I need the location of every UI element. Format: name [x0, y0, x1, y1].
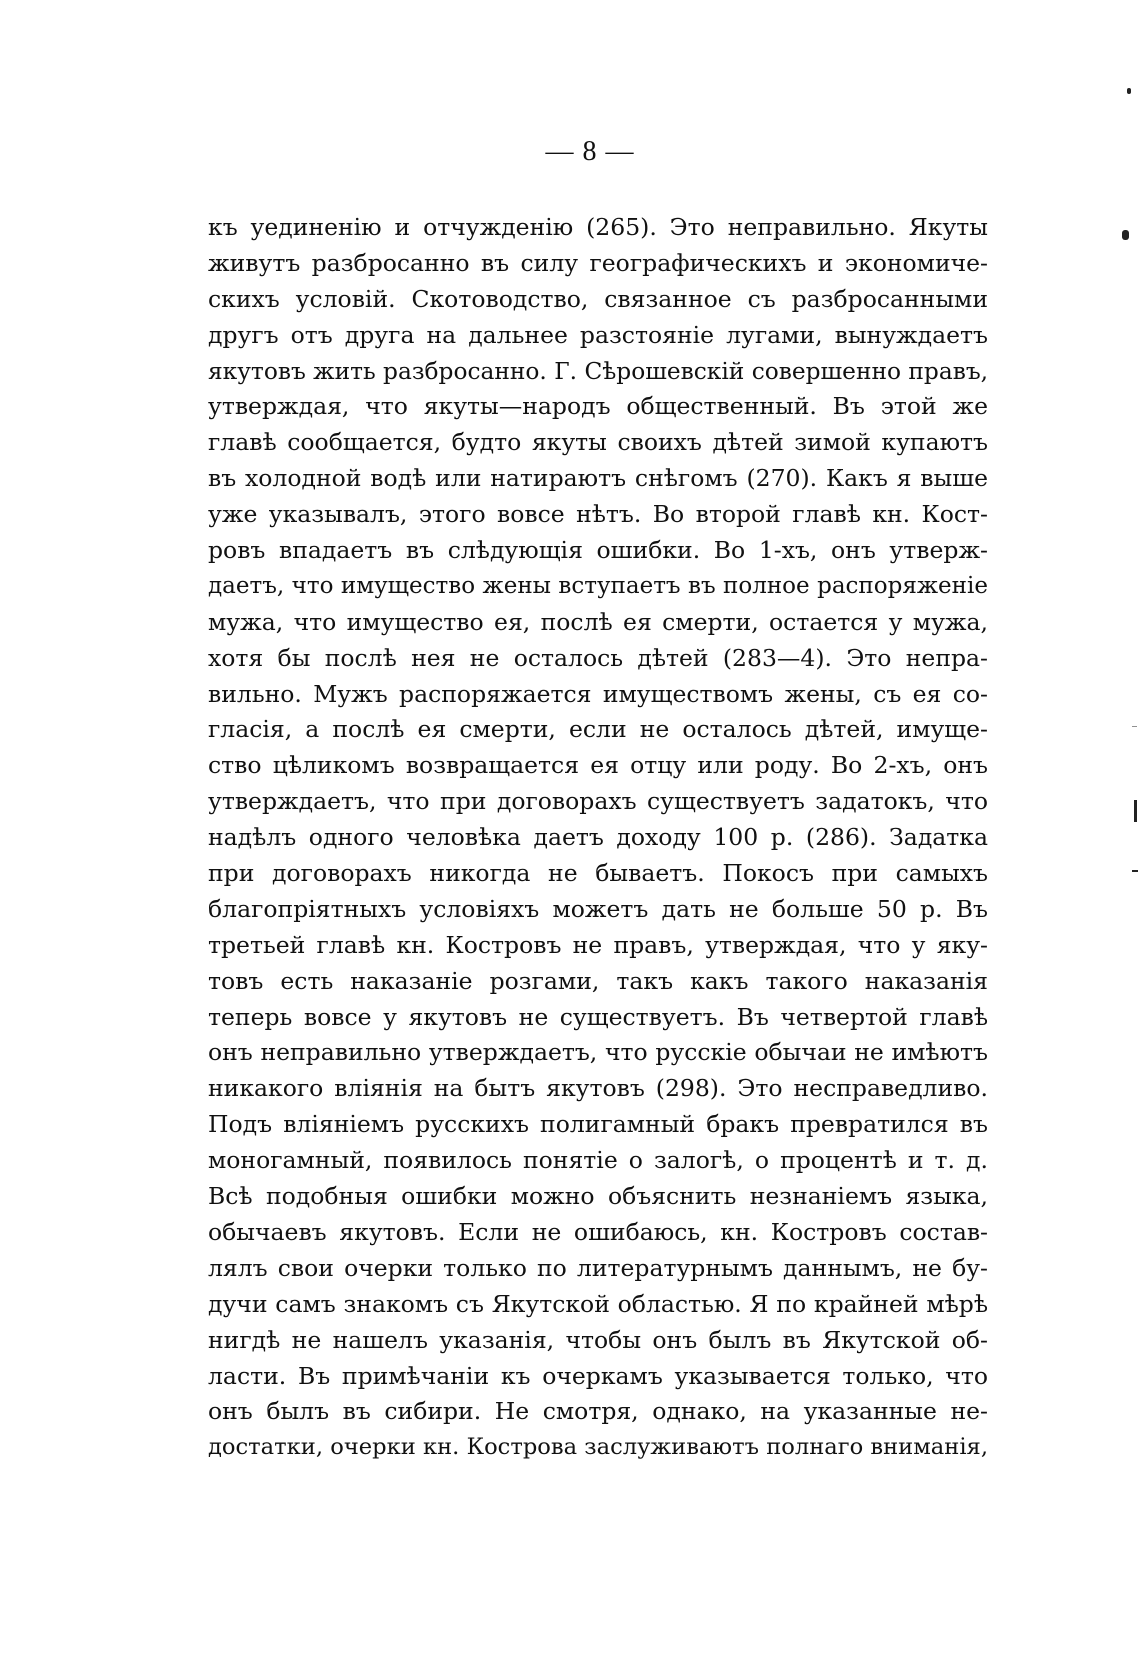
- text-line: моногамный, появилось понятіе о залогѣ, о процентѣ и т. д.: [208, 1146, 988, 1175]
- text-line: къ уединенію и отчужденію (265). Это неправильно. Якуты: [208, 213, 988, 241]
- text-line: онъ неправильно утверждаетъ, что русскіе обычаи не имѣютъ: [208, 1038, 988, 1067]
- text-line: благопріятныхъ условіяхъ можетъ дать не больше 50 р. Въ: [208, 894, 988, 923]
- text-line: скихъ условій. Скотоводство, связанное съ разбросанными: [208, 284, 988, 313]
- text-line: обычаевъ якутовъ. Если не ошибаюсь, кн. Костровъ состав-: [208, 1217, 988, 1246]
- text-line: Подъ вліяніемъ русскихъ полигамный бракъ превратился въ: [208, 1110, 988, 1139]
- text-line: утверждаетъ, что при договорахъ существуетъ задатокъ, что: [208, 787, 988, 816]
- text-line: мужа, что имущество ея, послѣ ея смерти, остается у мужа,: [208, 607, 988, 636]
- text-line: въ холодной водѣ или натираютъ снѣгомъ (270). Какъ я выше: [208, 464, 988, 493]
- text-line: живутъ разбросанно въ силу географическихъ и экономиче-: [208, 248, 988, 277]
- text-line: товъ есть наказаніе розгами, такъ какъ такого наказанія: [208, 966, 988, 995]
- text-line: утверждая, что якуты—народъ общественный. Въ этой же: [208, 392, 988, 421]
- body-text: [208, 210, 988, 1466]
- text-line: ровъ впадаетъ въ слѣдующія ошибки. Во 1-хъ, онъ утверж-: [208, 536, 988, 565]
- text-line: никакого вліянія на бытъ якутовъ (298). Это несправедливо.: [208, 1074, 988, 1103]
- text-line: ство цѣликомъ возвращается ея отцу или роду. Во 2-хъ, онъ: [208, 751, 988, 780]
- text-line: вильно. Мужъ распоряжается имуществомъ жены, съ ея со-: [208, 679, 988, 708]
- text-line: онъ былъ въ сибири. Не смотря, однако, на указанные не-: [208, 1397, 988, 1426]
- text-line: теперь вовсе у якутовъ не существуетъ. Въ четвертой главѣ: [208, 1002, 988, 1031]
- scan-speck: [1127, 88, 1131, 94]
- text-line: уже указывалъ, этого вовсе нѣтъ. Во второй главѣ кн. Кост-: [208, 500, 988, 529]
- text-line: якутовъ жить разбросанно. Г. Сѣрошевскій совершенно правъ,: [208, 357, 988, 385]
- text-line: лялъ свои очерки только по литературнымъ даннымъ, не бу-: [208, 1253, 988, 1282]
- text-line: другъ отъ друга на дальнее разстояніе лугами, вынуждаетъ: [208, 320, 988, 349]
- text-line: при договорахъ никогда не бываетъ. Покосъ при самыхъ: [208, 859, 988, 888]
- text-line: достатки, очерки кн. Кострова заслуживаютъ полнаго вниманія,: [208, 1434, 988, 1461]
- text-line: ласти. Въ примѣчаніи къ очеркамъ указывается только, что: [208, 1361, 988, 1390]
- text-line: главѣ сообщается, будто якуты своихъ дѣтей зимой купаютъ: [208, 428, 988, 457]
- text-line: нигдѣ не нашелъ указанія, чтобы онъ былъ въ Якутской об-: [208, 1325, 988, 1354]
- text-line: гласія, а послѣ ея смерти, если не осталось дѣтей, имуще-: [208, 715, 988, 744]
- text-line: хотя бы послѣ нея не осталось дѣтей (283—4). Это непра-: [208, 643, 988, 672]
- text-line: надѣлъ одного человѣка даетъ доходу 100 р. (286). Задатка: [208, 823, 988, 852]
- page-number: — 8 —: [545, 136, 635, 167]
- scan-speck: [1132, 870, 1138, 872]
- scan-speck: [1134, 800, 1137, 822]
- scan-speck: [1132, 726, 1137, 727]
- text-line: дучи самъ знакомъ съ Якутской областью. Я по крайней мѣрѣ: [208, 1289, 988, 1318]
- text-line: третьей главѣ кн. Костровъ не правъ, утверждая, что у яку-: [208, 930, 988, 959]
- scan-speck: [1122, 230, 1129, 240]
- text-line: Всѣ подобныя ошибки можно объяснить незнаніемъ языка,: [208, 1182, 988, 1211]
- text-line: даетъ, что имущество жены вступаетъ въ полное распоряженіе: [208, 572, 988, 599]
